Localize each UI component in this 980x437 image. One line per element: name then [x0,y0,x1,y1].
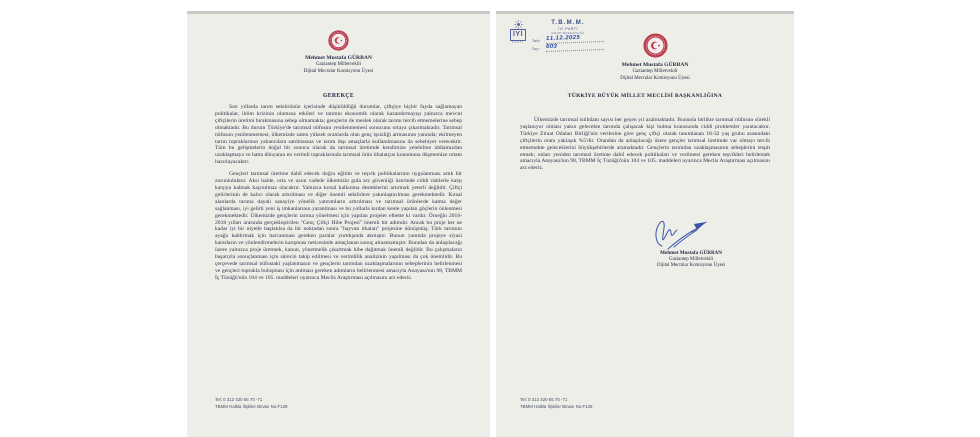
paragraph: Ülkemizde tarımsal istihdam sayısı her geçen yıl azalmaktadır. Bununla birlikte tarımsal nüfusun sürekli yaşlanıyor olması yakın gelecekte tarımda çalışacak kişi bulma konusunda ciddi problemler yaratacaktır. Türkiye Ziraat Odaları Birliği'nin verilerine göre genç çiftçi olarak tanımlanan 18-32 yaş grubu arasındaki çiftçilerin oranı yaklaşık %5'dir. Orandan da anlaşılacağı üzere gençler tarımsal üretimde var olmayı tercih etmemekte geleceklerini büyükşehirlerde aramaktadır. Gençlerin tarımdan uzaklaşmasının sebeplerini tespit etmek; onları yeniden tarımsal üretime dahil edecek politikaları ve verilmesi gereken teşvikleri belirlemek amacıyla Anayasa'nın 98, TBMM İç Tüzüğü'nün 104 ve 105. maddeleri uyarınca Meclis Araştırması açılmasını arz ederiz. [520,117,770,172]
author-role: Dijital Mecralar Komisyonu Üyesi [620,75,690,81]
stamp-date-label: Tarih : [532,38,542,43]
author-name: Mehmet Mustafa GÜRBAN [305,55,372,61]
author-title: Gaziantep Milletvekili [632,69,678,74]
stamp-number-label: Sayı : [532,46,541,51]
footer-tel: Tel: 0 312 420 65 70 -71 [520,396,568,402]
document-body [520,117,770,177]
footer-address: TBMM Halkla İlişkiler Binası No:F129 [215,404,288,410]
document-body [215,104,462,287]
author-block [516,62,794,82]
signer-name: Mehmet Mustafa GÜRBAN [660,250,722,256]
document-page-right [496,11,794,437]
document-page-left [187,11,490,437]
sun-icon [514,20,523,29]
stamp-org: T.B.M.M. [551,20,585,26]
signature [648,216,710,252]
iyi-party-stamp [508,20,604,51]
author-role: Dijital Mecralar Komisyonu Üyesi [303,68,374,74]
stamp-party: İYİ PARTİ [557,26,579,31]
paragraph: Gençleri tarımsal üretime dahil edecek doğru eğitim ve teşvik politikalarının uygulanması artık bir zorunluluktur. Aksi halde, orta ve uzun vadede ülkemizin gıda arz güvenliği üzerinde ciddi risklerle karşı karşıya kalmak kaçınılmaz olacaktır. Yalnızca kırsal kalkınma desteklerini artırmak yeterli değildir. Çiftçi gelirlerinin de kalıcı olarak artırılması ve diğer önemli sektörlere yakınlaştırılması gerekmektedir. Kırsal alanlarda tarıma dayalı sanayiye yönelik yatırımların artırılması ve tarımsal ürünlerde katma değer sağlanması, iyi gelirli yeni iş imkanlarının yaratılması ve bu yollarla kırdan kente yapılan göçlerin önlenmesi gerekmektedir. Ülkemizde gençlerin tarıma yönelmesi için yapılan projeler elbette ki vardır. Örneğin 2016-2018 yılları arasında gerçekleştirilen "Genç Çiftçi Hibe Projesi" önemli bir adımdır. Ancak bu proje her ne kadar iyi bir niyetle başlatılsa da bir noktadan sonra "hayvan ithalatı" projesine dönüşmüş; Türk tarımını ayağa kaldırmak için harcanması gereken paralar yurtdışında akmıştır. Bunun yanında projeye siyasi kararların ve yönlendirmelerin karışması neticesinde amaçlanan sonuç alınamamıştır. Buradan da anlaşılacağı üzere yalnızca proje üretmek, kanun, yönetmelik çıkartmak hibe dağıtmak önemli değildir. Bu çalışmaların başarıyla sonuçlanması için sürecin takip edilmesi ve verimlilik analizinin yapılması da çok önemlidir. Bu çerçevede tarımsal nüfustaki yaşlanmanın ve gençlerin tarımdan uzaklaşmalarının sebeplerinin belirlenmesi ve gençleri toprakla buluşması için atılması gereken adımların belirlenmesi amacıyla Anayasa'nın 98, TBMM İç Tüzüğü'nün 104 ve 105. maddeleri uyarınca Meclis Araştırması açılmasını arz ederiz. [215,171,462,281]
iyi-party-logo [508,20,528,51]
tbmm-seal-icon [328,30,349,51]
author-title: Gaziantep Milletvekili [315,62,362,67]
author-name: Mehmet Mustafa GÜRBAN [621,62,689,68]
page-footer [520,396,592,411]
signer-role: Dijital Mecralar Komisyonu Üyesi [656,263,726,268]
signature-block [606,250,776,269]
footer-tel: Tel: 0 312 420 65 70 -71 [215,396,263,402]
page-footer [215,396,287,411]
iyi-logo-text: İYİ [510,29,526,41]
iyi-logo-subtext: PARTİ [511,41,525,44]
stamp-date-value: 11.12.2025 [546,35,604,44]
footer-address: TBMM Halkla İlişkiler Binası No:F129 [520,404,593,410]
stamp-unit: GRUP BAŞKANLIĞI [551,30,585,35]
author-block [187,55,490,75]
signer-title: Gaziantep Milletvekili [668,256,714,262]
paragraph: Son yıllarda tarım sektörünün içerisinde düşürüldüğü durumlar, çiftçiye hiçbir fayda sağlamayan politikalar, iklim krizinin olumsuz etkileri ve tarımın ekonomik olarak kazandırmayışı yalnızca mevcut çiftçilerin üretimi bırakmasına sebep olmamakta; gençlerin de meslek olarak tarımı tercih etmemelerine sebep olmaktadır. Bu durum Türkiye'de tarımsal nüfusun yenilenmemesi sonucunu ortaya çıkarmaktadır. Tarımsal nüfusun yenilenmemesi, ülkemizde zaten yüksek oranlarda olan genç işsizliği artmasının yanında; ekilmeyen tarım topraklarının yabancılara satılmasına ve tarım dışı amaçlarla kullanılmasına da sebebiyet verecektir. Tüm bu gelişmelerin doğal bir sonucu olarak da tarımsal üretimde kendimize yetebilme iddiamızdan uzaklaşmaya ve hatta dünyanın en verimli topraklarında tarımsal ürün ithalatçısı konumuna düşmemize ortam hazırlayacaktır. [215,104,462,166]
tbmm-seal-icon [643,33,668,58]
stamp-number-value: 603 [546,43,604,52]
addressee-heading: TÜRKİYE BÜYÜK MİLLET MECLİSİ BAŞKANLIĞINA [567,93,723,99]
section-heading: GEREKÇE [322,93,355,99]
